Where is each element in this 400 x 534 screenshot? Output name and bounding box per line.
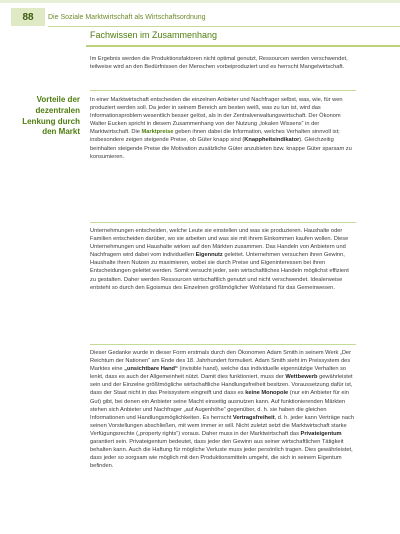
keyword-marktpreise: Marktpreise bbox=[141, 129, 174, 136]
keyword-privateigentum: Privateigentum bbox=[300, 430, 342, 437]
keyword-knappheitsindikator: Knappheitsindikator bbox=[244, 137, 300, 144]
keyword-vertragsfreiheit: Vertragsfreiheit bbox=[232, 414, 275, 421]
text-run: Unternehmungen entscheiden, welche Leute sie einstellen und was sie produzieren. Haushalte oder Familien entscheiden darüber, wo sie arbeiten und was sie mit ihrem Einkommen kaufen wollen. Diese Unternehmungen und Haushalte wirken auf den Märkten zusammen. Das Handeln von Anbietern und Nachfragern wird dabei vom individuellen bbox=[90, 228, 349, 259]
header-divider bbox=[48, 26, 400, 27]
text-run: ). Gleichzeitig beinhalten steigende Preise die Motivation zusätzliche Güter anzubieten bzw. knappe Güter sparsam zu konsumieren. bbox=[90, 137, 352, 160]
text-run: In einer Marktwirtschaft entscheiden die einzelnen Anbieter und Nachfrager selbst, was, wie, für wen produziert werden soll. Da jeder in seinem Bereich am besten weiß, was zu tun ist, wird das Informationsproblem wesentlich besser gelöst, als in der Zentralverwaltungswirtschaft. Der Ökonom Walter Eucken spricht in diesem Zusammenhang von der Nutzung „lokalen Wissens“ in der Marktwirtschaft. Die bbox=[90, 97, 343, 136]
intro-paragraph bbox=[90, 55, 356, 71]
sidebar-heading: Vorteile der dezentralen Lenkung durch den Markt bbox=[22, 95, 80, 137]
section-divider bbox=[86, 45, 400, 47]
text-run: garantiert sein. Privateigentum bedeutet, dass jeder den Gewinn aus seiner wirtschaftlichen Tätigkeit behalten kann. Auch die Haftung für mögliche Verluste muss jeder persönlich tragen. Dies gewährleistet, dass jeder so sorgsam wie möglich mit den Produktionsmitteln umgeht, die sich in seinem Eigentum befinden. bbox=[90, 439, 353, 470]
keyword-wettbewerb: Wettbewerb bbox=[285, 374, 318, 381]
paragraph-text bbox=[90, 96, 356, 161]
section-title: Fachwissen im Zusammenhang bbox=[90, 30, 218, 40]
paragraph-text bbox=[90, 227, 356, 292]
top-accent-rule bbox=[0, 0, 400, 3]
paragraph-eigennutz bbox=[90, 227, 356, 292]
block-divider bbox=[90, 90, 356, 91]
paragraph-text bbox=[90, 349, 356, 470]
text-run: gewährleistet sein und der Einzelne größtmögliche wirtschaftliche Handlungsfreiheit besitzen. Voraussetzung dafür ist, dass der Staat nicht in das Preissystem eingreift und dass es bbox=[90, 374, 353, 397]
text-run: geleitet. Unternehmen versuchen ihren Gewinn, Haushalte ihren Nutzen zu maximieren, wobei sie durch Preise und Eigeninteressen bei ihren Entscheidungen geleitet werden. Somit versucht jeder, sein wirtschaftliches Handeln möglichst effizient zu gestalten. Daher werden Ressourcen wirtschaftlich genutzt und nicht verschwendet. Idealerweise entsteht so durch den Egoismus des Einzelnen größtmöglicher Wohlstand für das Gemeinwesen. bbox=[90, 252, 349, 291]
running-head: Die Soziale Marktwirtschaft als Wirtschaftsordnung bbox=[48, 13, 206, 21]
block-divider bbox=[90, 222, 356, 223]
keyword-unsichtbare-hand: „unsichtbare Hand“ bbox=[124, 366, 178, 373]
paragraph-adam-smith bbox=[90, 349, 356, 470]
text-run: geben ihnen dabei die Information, welches Verhalten sinnvoll ist; insbesondere zeigen steigende Preise, ob Güter knapp sind ( bbox=[90, 129, 340, 144]
keyword-keine-monopole: keine Monopole bbox=[245, 390, 289, 397]
text-run: , d. h. jeder kann Verträge nach seinen Vorstellungen abschließen, mit wem immer er will. Nicht zuletzt setzt die Marktwirtschaft starke Verfügungsrechte („property rights“) voraus. Daher muss in der Marktwirtschaft das bbox=[90, 414, 355, 437]
text-run: (nur ein Anbieter für ein Gut) gibt, bei denen ein Anbieter seine Macht einseitig ausnutzen kann. Auf funktionierenden Märkten stehen sich Anbieter und Nachfrager „auf Augenhöhe“ gegenüber, d. h. sie haben die gleichen Informationen und Handlungsmöglichkeiten. Es herrscht bbox=[90, 390, 349, 421]
text-run: (invisible hand), welche das individuelle eigennützige Verhalten so lenkt, dass es auch der Allgemeinheit nützt. Damit dies funktioniert, muss der bbox=[90, 366, 347, 381]
page-number: 88 bbox=[11, 8, 45, 26]
intro-text: Im Ergebnis werden die Produktionsfaktoren nicht optimal genutzt, Ressourcen werden verschwendet, teilweise wird an den Bedürfnissen der Menschen vorbeiproduziert und es herrscht Mangelwirtschaft. bbox=[90, 56, 348, 71]
keyword-eigennutz: Eigennutz bbox=[195, 252, 223, 259]
paragraph-markt bbox=[90, 96, 356, 161]
block-divider bbox=[90, 344, 356, 345]
text-run: Dieser Gedanke wurde in dieser Form erstmals durch den Ökonomen Adam Smith in seinem Werk „Der Reichtum der Nationen“ am Ende des 18. Jahrhundert formuliert. Adam Smith sieht im Preissystem des Marktes eine bbox=[90, 350, 351, 373]
